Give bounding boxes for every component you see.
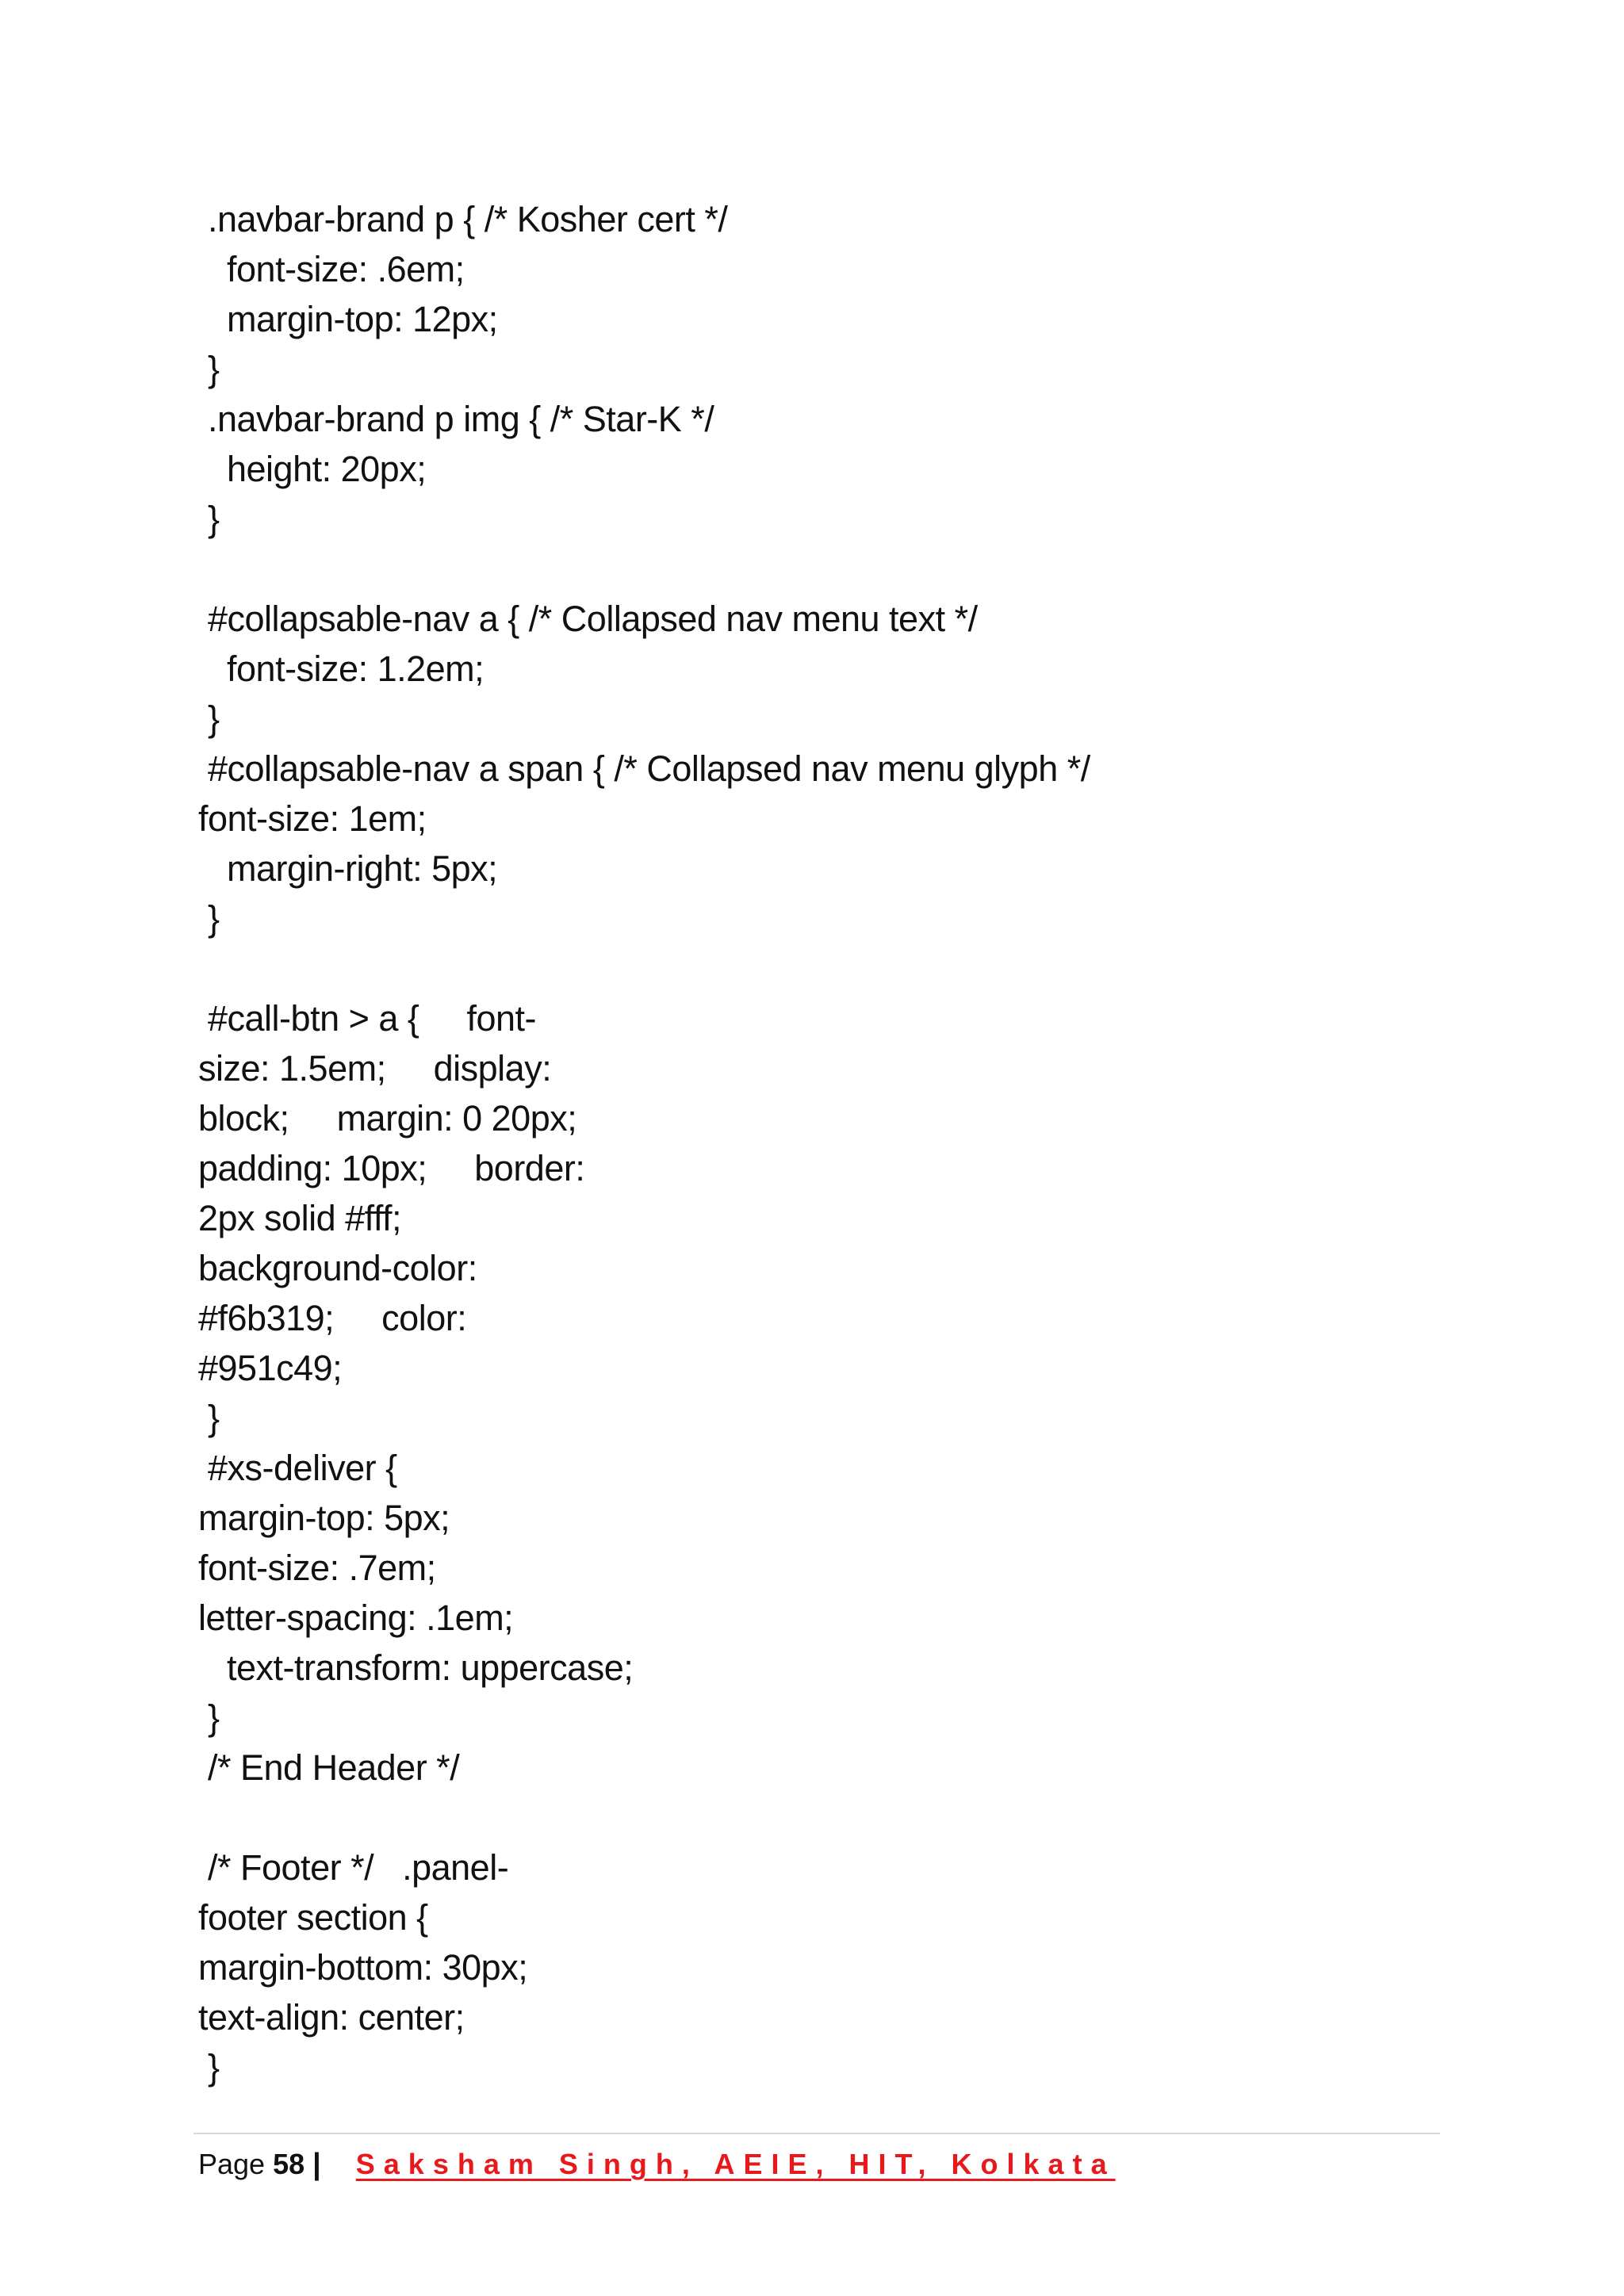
code-line: #f6b319; color:: [198, 1298, 467, 1338]
code-line: .navbar-brand p img { /* Star-K */: [198, 399, 714, 439]
code-line: footer section {: [198, 1897, 428, 1938]
code-line: font-size: 1.2em;: [198, 649, 485, 689]
code-line: }: [198, 698, 220, 739]
code-line: font-size: .7em;: [198, 1548, 436, 1588]
code-line: }: [198, 349, 220, 389]
author-link[interactable]: Saksham Singh, AEIE, HIT, Kolkata: [355, 2148, 1116, 2180]
code-line: font-size: 1em;: [198, 798, 427, 839]
code-line: #collapsable-nav a span { /* Collapsed nav menu glyph */: [198, 748, 1090, 789]
code-line: }: [198, 2047, 220, 2087]
code-line: }: [198, 898, 220, 939]
code-line: #951c49;: [198, 1348, 343, 1388]
footer-divider: [193, 2133, 1440, 2134]
code-line: text-align: center;: [198, 1997, 465, 2038]
code-line: }: [198, 1697, 220, 1738]
code-line: text-transform: uppercase;: [198, 1647, 634, 1688]
code-line: height: 20px;: [198, 449, 427, 489]
page-footer: [198, 2141, 1116, 2188]
code-line: #xs-deliver {: [198, 1448, 397, 1488]
code-line: padding: 10px; border:: [198, 1148, 585, 1188]
code-line: block; margin: 0 20px;: [198, 1098, 577, 1138]
page-number: 58: [273, 2148, 305, 2180]
code-line: #call-btn > a { font-: [198, 998, 536, 1039]
code-line: margin-top: 5px;: [198, 1498, 450, 1538]
code-line: }: [198, 1398, 220, 1438]
code-line: /* Footer */ .panel-: [198, 1847, 509, 1888]
code-line: margin-right: 5px;: [198, 848, 498, 889]
code-line: /* End Header */: [198, 1747, 460, 1788]
code-line: .navbar-brand p { /* Kosher cert */: [198, 199, 728, 239]
footer-separator: |: [312, 2148, 321, 2181]
code-line: margin-bottom: 30px;: [198, 1947, 528, 1988]
code-line: 2px solid #fff;: [198, 1198, 402, 1238]
page-label: Page: [198, 2148, 274, 2180]
code-line: background-color:: [198, 1248, 477, 1288]
code-line: #collapsable-nav a { /* Collapsed nav menu text */: [198, 599, 978, 639]
code-line: }: [198, 499, 220, 539]
code-line: margin-top: 12px;: [198, 299, 498, 339]
code-line: letter-spacing: .1em;: [198, 1598, 514, 1638]
code-line: font-size: .6em;: [198, 249, 465, 289]
code-line: size: 1.5em; display:: [198, 1048, 552, 1089]
